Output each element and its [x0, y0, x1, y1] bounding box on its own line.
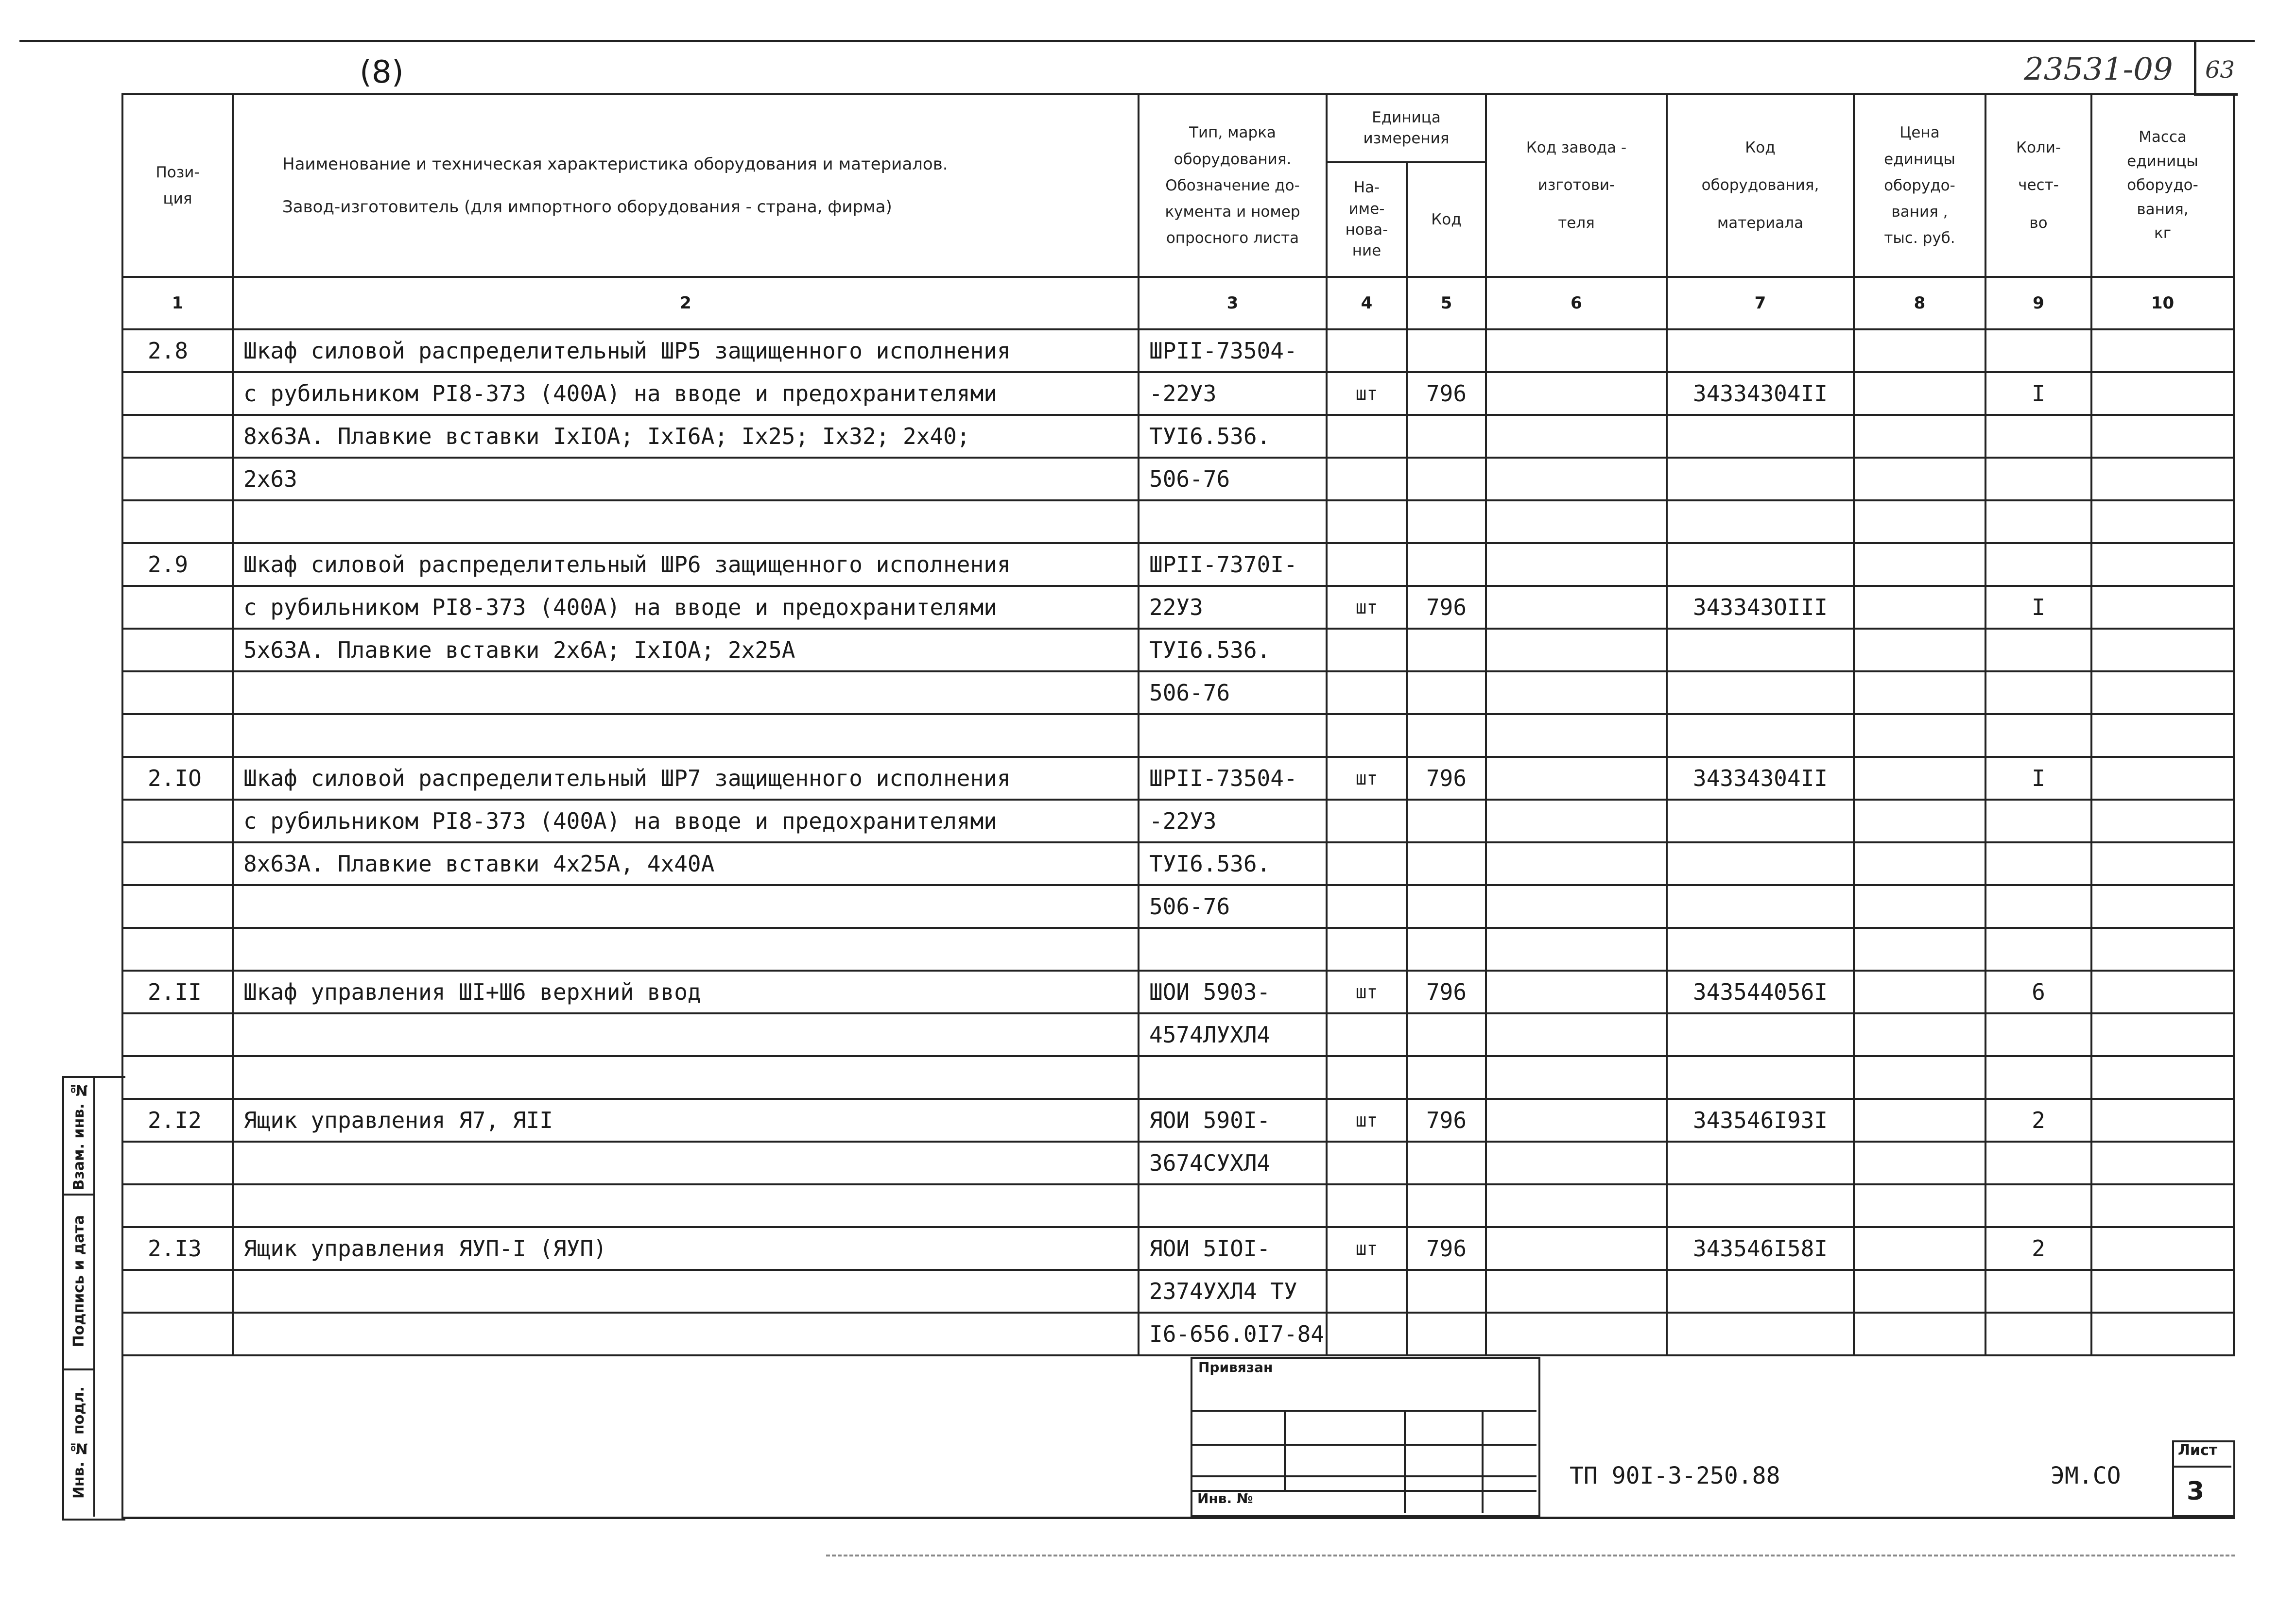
- quantity-cell: [1985, 1013, 2091, 1056]
- position-cell: [122, 800, 233, 842]
- name-cell: 8х63А. Плавкие вставки IхIOA; IхI6A; Iх25; Iх32; 2х40;: [233, 415, 1139, 458]
- stamp-inv-label: Инв. №: [1197, 1490, 1253, 1506]
- position-cell: [122, 885, 233, 928]
- mass-cell: [2091, 415, 2234, 458]
- col-header-type: Тип, марка оборудования. Обозначение до- кумента и номер опросного листа: [1139, 94, 1327, 277]
- strip-label-replace-inv: Взам. инв. №: [70, 1081, 87, 1191]
- factory-code-cell: [1486, 714, 1667, 757]
- column-number: 3: [1139, 277, 1327, 329]
- name-cell: [233, 928, 1139, 971]
- equipment-code-cell: 34334304II: [1667, 757, 1854, 800]
- quantity-cell: [1985, 500, 2091, 543]
- position-cell: 2.I3: [122, 1227, 233, 1270]
- position-cell: [122, 1013, 233, 1056]
- col-header-position: Пози- ция: [122, 94, 233, 277]
- table-row: [122, 1227, 2234, 1270]
- table-row: [122, 757, 2234, 800]
- mass-cell: [2091, 629, 2234, 671]
- col-header-quantity: Коли- чест- во: [1985, 94, 2091, 277]
- price-cell: [1854, 1142, 1985, 1184]
- price-cell: [1854, 1227, 1985, 1270]
- unit-code-cell: 796: [1407, 1099, 1486, 1142]
- factory-code-cell: [1486, 671, 1667, 714]
- position-cell: [122, 372, 233, 415]
- page-label: (8): [360, 54, 404, 90]
- price-cell: [1854, 415, 1985, 458]
- column-number: 7: [1667, 277, 1854, 329]
- col-header-unit-code: Код: [1407, 162, 1486, 277]
- quantity-cell: I: [1985, 372, 2091, 415]
- equipment-code-cell: [1667, 1184, 1854, 1227]
- quantity-cell: [1985, 329, 2091, 372]
- unit-name-cell: шт: [1327, 757, 1407, 800]
- equipment-code-cell: [1667, 629, 1854, 671]
- mass-cell: [2091, 1184, 2234, 1227]
- equipment-code-cell: [1667, 800, 1854, 842]
- type-cell: ШРII-73504-: [1139, 757, 1327, 800]
- factory-code-cell: [1486, 458, 1667, 500]
- position-cell: [122, 1270, 233, 1313]
- specification-table: [121, 93, 2235, 1356]
- document-code: ЭМ.СО: [2051, 1462, 2121, 1489]
- unit-name-cell: [1327, 842, 1407, 885]
- factory-code-cell: [1486, 1056, 1667, 1099]
- equipment-code-cell: [1667, 714, 1854, 757]
- factory-code-cell: [1486, 757, 1667, 800]
- type-cell: 2374УХЛ4 ТУ: [1139, 1270, 1327, 1313]
- unit-code-cell: [1407, 928, 1486, 971]
- type-cell: ШРII-7370I-: [1139, 543, 1327, 586]
- price-cell: [1854, 757, 1985, 800]
- price-cell: [1854, 842, 1985, 885]
- equipment-code-cell: [1667, 500, 1854, 543]
- quantity-cell: [1985, 928, 2091, 971]
- price-cell: [1854, 586, 1985, 629]
- factory-code-cell: [1486, 1013, 1667, 1056]
- binding-strip: [62, 1076, 125, 1521]
- position-cell: [122, 1184, 233, 1227]
- mass-cell: [2091, 1013, 2234, 1056]
- unit-code-cell: [1407, 543, 1486, 586]
- name-cell: Шкаф силовой распределительный ШР7 защищенного исполнения: [233, 757, 1139, 800]
- table-row: [122, 458, 2234, 500]
- unit-code-cell: [1407, 1013, 1486, 1056]
- type-cell: [1139, 500, 1327, 543]
- quantity-cell: [1985, 415, 2091, 458]
- mass-cell: [2091, 971, 2234, 1013]
- factory-code-cell: [1486, 500, 1667, 543]
- quantity-cell: [1985, 885, 2091, 928]
- column-number: 10: [2091, 277, 2234, 329]
- table-row: [122, 415, 2234, 458]
- price-cell: [1854, 458, 1985, 500]
- name-cell: [233, 671, 1139, 714]
- name-cell: [233, 1013, 1139, 1056]
- unit-name-cell: [1327, 714, 1407, 757]
- position-cell: [122, 1142, 233, 1184]
- col-header-factory-code: Код завода - изготови- теля: [1486, 94, 1667, 277]
- type-cell: 506-76: [1139, 458, 1327, 500]
- position-cell: [122, 629, 233, 671]
- price-cell: [1854, 629, 1985, 671]
- factory-code-cell: [1486, 1184, 1667, 1227]
- quantity-cell: [1985, 543, 2091, 586]
- top-border-line: [19, 40, 2255, 42]
- factory-code-cell: [1486, 1270, 1667, 1313]
- quantity-cell: I: [1985, 757, 2091, 800]
- col-header-price: Цена единицы оборудо- вания , тыс. руб.: [1854, 94, 1985, 277]
- table-row: [122, 543, 2234, 586]
- mass-cell: [2091, 458, 2234, 500]
- mass-cell: [2091, 885, 2234, 928]
- equipment-code-cell: [1667, 1142, 1854, 1184]
- unit-name-cell: [1327, 543, 1407, 586]
- unit-name-cell: шт: [1327, 372, 1407, 415]
- position-cell: [122, 586, 233, 629]
- bottom-frame: [121, 1334, 2235, 1519]
- position-cell: 2.II: [122, 971, 233, 1013]
- price-cell: [1854, 329, 1985, 372]
- table-row: [122, 671, 2234, 714]
- column-number: 1: [122, 277, 233, 329]
- column-number: 5: [1407, 277, 1486, 329]
- price-cell: [1854, 1184, 1985, 1227]
- type-cell: [1139, 1056, 1327, 1099]
- unit-name-cell: [1327, 1184, 1407, 1227]
- equipment-code-cell: [1667, 1013, 1854, 1056]
- equipment-code-cell: 343546I58I: [1667, 1227, 1854, 1270]
- position-cell: 2.IO: [122, 757, 233, 800]
- table-row: [122, 1013, 2234, 1056]
- unit-code-cell: [1407, 885, 1486, 928]
- equipment-code-cell: [1667, 1056, 1854, 1099]
- equipment-code-cell: [1667, 329, 1854, 372]
- table-row: [122, 629, 2234, 671]
- table-row: [122, 842, 2234, 885]
- factory-code-cell: [1486, 329, 1667, 372]
- quantity-cell: I: [1985, 586, 2091, 629]
- mass-cell: [2091, 372, 2234, 415]
- column-number: 2: [233, 277, 1139, 329]
- unit-name-cell: [1327, 800, 1407, 842]
- name-cell: Ящик управления Я7, ЯII: [233, 1099, 1139, 1142]
- factory-code-cell: [1486, 928, 1667, 971]
- factory-code-cell: [1486, 372, 1667, 415]
- equipment-code-cell: 343546I93I: [1667, 1099, 1854, 1142]
- mass-cell: [2091, 1099, 2234, 1142]
- price-cell: [1854, 1056, 1985, 1099]
- project-code: ТП 90I-3-250.88: [1570, 1462, 1780, 1489]
- unit-name-cell: [1327, 671, 1407, 714]
- position-cell: 2.9: [122, 543, 233, 586]
- type-cell: 22У3: [1139, 586, 1327, 629]
- mass-cell: [2091, 671, 2234, 714]
- factory-code-cell: [1486, 1227, 1667, 1270]
- mass-cell: [2091, 329, 2234, 372]
- table-row: [122, 800, 2234, 842]
- column-number: 6: [1486, 277, 1667, 329]
- quantity-cell: 2: [1985, 1099, 2091, 1142]
- unit-name-cell: [1327, 500, 1407, 543]
- table-row: [122, 1099, 2234, 1142]
- mass-cell: [2091, 842, 2234, 885]
- type-cell: ШРII-73504-: [1139, 329, 1327, 372]
- position-cell: [122, 714, 233, 757]
- corner-number: 63: [2205, 56, 2235, 84]
- factory-code-cell: [1486, 842, 1667, 885]
- sheet-label: Лист: [2178, 1442, 2218, 1459]
- name-cell: Шкаф силовой распределительный ШР6 защищенного исполнения: [233, 543, 1139, 586]
- table-row: [122, 885, 2234, 928]
- unit-code-cell: [1407, 800, 1486, 842]
- type-cell: [1139, 928, 1327, 971]
- quantity-cell: [1985, 458, 2091, 500]
- mass-cell: [2091, 1227, 2234, 1270]
- type-cell: ЯОИ 5IOI-: [1139, 1227, 1327, 1270]
- quantity-cell: [1985, 1184, 2091, 1227]
- position-cell: 2.8: [122, 329, 233, 372]
- table-row: [122, 714, 2234, 757]
- name-cell: Ящик управления ЯУП-I (ЯУП): [233, 1227, 1139, 1270]
- price-cell: [1854, 885, 1985, 928]
- unit-code-cell: [1407, 1056, 1486, 1099]
- col-header-unit-name: На- име- нова- ние: [1327, 162, 1407, 277]
- name-cell: Шкаф управления ШI+Ш6 верхний ввод: [233, 971, 1139, 1013]
- equipment-code-cell: 34334304II: [1667, 372, 1854, 415]
- factory-code-cell: [1486, 1142, 1667, 1184]
- stamp-title: Привязан: [1198, 1359, 1273, 1375]
- strip-cell-signature-date: [64, 1194, 95, 1370]
- equipment-code-cell: [1667, 415, 1854, 458]
- unit-code-cell: [1407, 1270, 1486, 1313]
- mass-cell: [2091, 500, 2234, 543]
- col-header-unit-group: Единица измерения: [1327, 94, 1486, 162]
- unit-code-cell: [1407, 671, 1486, 714]
- quantity-cell: 2: [1985, 1227, 2091, 1270]
- table-row: [122, 586, 2234, 629]
- factory-code-cell: [1486, 415, 1667, 458]
- unit-code-cell: 796: [1407, 971, 1486, 1013]
- unit-name-cell: шт: [1327, 971, 1407, 1013]
- strip-label-signature-date: Подпись и дата: [70, 1214, 87, 1348]
- table-row: [122, 1184, 2234, 1227]
- mass-cell: [2091, 543, 2234, 586]
- strip-label-original-inv: Инв. № подл.: [70, 1386, 87, 1499]
- table-row: [122, 500, 2234, 543]
- type-cell: 506-76: [1139, 671, 1327, 714]
- col-header-mass: Масса единицы оборудо- вания, кг: [2091, 94, 2234, 277]
- position-cell: [122, 842, 233, 885]
- table-row: [122, 329, 2234, 372]
- name-cell: Шкаф силовой распределительный ШР5 защищенного исполнения: [233, 329, 1139, 372]
- factory-code-cell: [1486, 800, 1667, 842]
- price-cell: [1854, 543, 1985, 586]
- mass-cell: [2091, 1270, 2234, 1313]
- unit-code-cell: [1407, 714, 1486, 757]
- position-cell: [122, 500, 233, 543]
- unit-code-cell: [1407, 1142, 1486, 1184]
- unit-code-cell: [1407, 415, 1486, 458]
- type-cell: ШОИ 5903-: [1139, 971, 1327, 1013]
- position-cell: [122, 928, 233, 971]
- position-cell: [122, 415, 233, 458]
- price-cell: [1854, 372, 1985, 415]
- unit-name-cell: [1327, 1013, 1407, 1056]
- quantity-cell: [1985, 1142, 2091, 1184]
- strip-cell-original-inv: [64, 1368, 95, 1517]
- equipment-code-cell: [1667, 1270, 1854, 1313]
- unit-code-cell: 796: [1407, 757, 1486, 800]
- mass-cell: [2091, 757, 2234, 800]
- equipment-code-cell: 343343OIII: [1667, 586, 1854, 629]
- equipment-code-cell: [1667, 671, 1854, 714]
- type-cell: ТУI6.536.: [1139, 629, 1327, 671]
- type-cell: [1139, 714, 1327, 757]
- scan-edge-line: [826, 1555, 2235, 1556]
- name-cell: [233, 885, 1139, 928]
- quantity-cell: [1985, 800, 2091, 842]
- mass-cell: [2091, 1142, 2234, 1184]
- col-header-equipment-code: Код оборудования, материала: [1667, 94, 1854, 277]
- type-cell: -22У3: [1139, 372, 1327, 415]
- position-cell: [122, 458, 233, 500]
- unit-code-cell: [1407, 842, 1486, 885]
- type-cell: 506-76: [1139, 885, 1327, 928]
- quantity-cell: [1985, 1270, 2091, 1313]
- equipment-code-cell: [1667, 885, 1854, 928]
- type-cell: ЯОИ 590I-: [1139, 1099, 1327, 1142]
- type-cell: ТУI6.536.: [1139, 415, 1327, 458]
- table-row: [122, 928, 2234, 971]
- unit-name-cell: [1327, 415, 1407, 458]
- column-number-row: [122, 277, 2234, 329]
- equipment-code-cell: [1667, 458, 1854, 500]
- unit-name-cell: [1327, 1270, 1407, 1313]
- price-cell: [1854, 1099, 1985, 1142]
- name-cell: [233, 1142, 1139, 1184]
- position-cell: 2.I2: [122, 1099, 233, 1142]
- type-cell: -22У3: [1139, 800, 1327, 842]
- price-cell: [1854, 1270, 1985, 1313]
- quantity-cell: [1985, 842, 2091, 885]
- table-row: [122, 372, 2234, 415]
- table-row: [122, 1056, 2234, 1099]
- doc-number: 23531-09: [2024, 51, 2173, 87]
- unit-name-cell: [1327, 885, 1407, 928]
- equipment-code-cell: [1667, 543, 1854, 586]
- col-header-name: Наименование и техническая характеристика оборудования и материалов. Завод-изготовитель (для импортного оборудования - страна, фирма): [233, 94, 1139, 277]
- type-cell: 4574ЛУХЛ4: [1139, 1013, 1327, 1056]
- name-cell: [233, 1270, 1139, 1313]
- factory-code-cell: [1486, 629, 1667, 671]
- quantity-cell: [1985, 714, 2091, 757]
- unit-name-cell: [1327, 1056, 1407, 1099]
- strip-cell-replace-inv: [64, 1078, 95, 1196]
- name-cell: [233, 1184, 1139, 1227]
- unit-code-cell: 796: [1407, 372, 1486, 415]
- unit-code-cell: [1407, 329, 1486, 372]
- column-number: 4: [1327, 277, 1407, 329]
- equipment-code-cell: [1667, 842, 1854, 885]
- unit-name-cell: шт: [1327, 1099, 1407, 1142]
- name-cell: 2х63: [233, 458, 1139, 500]
- unit-name-cell: [1327, 629, 1407, 671]
- column-number: 8: [1854, 277, 1985, 329]
- mass-cell: [2091, 714, 2234, 757]
- unit-name-cell: шт: [1327, 1227, 1407, 1270]
- factory-code-cell: [1486, 586, 1667, 629]
- mass-cell: [2091, 800, 2234, 842]
- table-row: [122, 971, 2234, 1013]
- mass-cell: [2091, 1056, 2234, 1099]
- column-number: 9: [1985, 277, 2091, 329]
- equipment-code-cell: [1667, 928, 1854, 971]
- factory-code-cell: [1486, 971, 1667, 1013]
- price-cell: [1854, 971, 1985, 1013]
- unit-name-cell: [1327, 329, 1407, 372]
- name-cell: с рубильником РI8-373 (400А) на вводе и предохранителями: [233, 586, 1139, 629]
- price-cell: [1854, 1013, 1985, 1056]
- quantity-cell: 6: [1985, 971, 2091, 1013]
- type-cell: ТУI6.536.: [1139, 842, 1327, 885]
- name-cell: с рубильником РI8-373 (400А) на вводе и предохранителями: [233, 800, 1139, 842]
- type-cell: 3674СУХЛ4: [1139, 1142, 1327, 1184]
- unit-code-cell: [1407, 500, 1486, 543]
- name-cell: 8х63А. Плавкие вставки 4х25А, 4х40А: [233, 842, 1139, 885]
- position-cell: [122, 671, 233, 714]
- unit-code-cell: 796: [1407, 1227, 1486, 1270]
- factory-code-cell: [1486, 1099, 1667, 1142]
- quantity-cell: [1985, 629, 2091, 671]
- type-cell: [1139, 1184, 1327, 1227]
- price-cell: [1854, 500, 1985, 543]
- quantity-cell: [1985, 1056, 2091, 1099]
- unit-name-cell: шт: [1327, 586, 1407, 629]
- factory-code-cell: [1486, 885, 1667, 928]
- name-cell: с рубильником РI8-373 (400А) на вводе и предохранителями: [233, 372, 1139, 415]
- unit-name-cell: [1327, 1142, 1407, 1184]
- unit-code-cell: [1407, 629, 1486, 671]
- price-cell: [1854, 928, 1985, 971]
- price-cell: [1854, 671, 1985, 714]
- mass-cell: [2091, 928, 2234, 971]
- unit-code-cell: [1407, 1184, 1486, 1227]
- unit-code-cell: 796: [1407, 586, 1486, 629]
- quantity-cell: [1985, 671, 2091, 714]
- name-cell: [233, 714, 1139, 757]
- factory-code-cell: [1486, 543, 1667, 586]
- unit-name-cell: [1327, 458, 1407, 500]
- price-cell: [1854, 714, 1985, 757]
- unit-code-cell: [1407, 458, 1486, 500]
- equipment-code-cell: 343544056I: [1667, 971, 1854, 1013]
- position-cell: [122, 1056, 233, 1099]
- table-row: [122, 1142, 2234, 1184]
- name-cell: [233, 1056, 1139, 1099]
- sheet-number: 3: [2187, 1477, 2205, 1506]
- name-cell: [233, 500, 1139, 543]
- name-cell: 5х63А. Плавкие вставки 2х6А; IхIOA; 2х25А: [233, 629, 1139, 671]
- table-row: [122, 1270, 2234, 1313]
- unit-name-cell: [1327, 928, 1407, 971]
- price-cell: [1854, 800, 1985, 842]
- type-cell: I6-656.0I7-84: [1139, 1313, 1327, 1355]
- mass-cell: [2091, 586, 2234, 629]
